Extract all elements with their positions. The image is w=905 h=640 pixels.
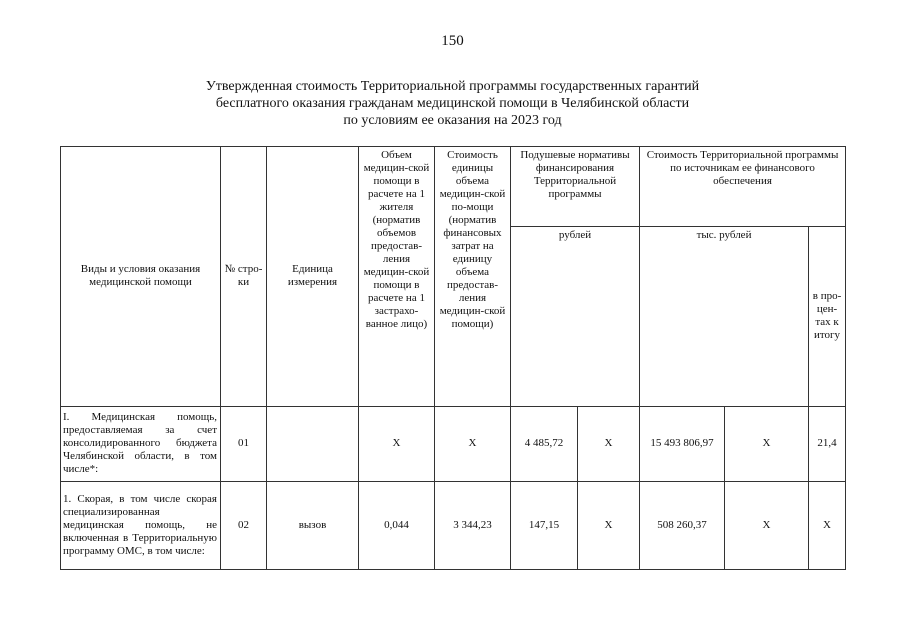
- row-percent: X: [809, 482, 846, 570]
- row-number: 01: [221, 406, 267, 482]
- row-total-budget: 15 493 806,97: [640, 406, 725, 482]
- header-type: Виды и условия оказания медицинской помощи: [61, 147, 221, 407]
- table-row: [61, 482, 846, 570]
- header-per-capita: Подушевые нормативы финансирования Территориальной программы: [511, 147, 640, 227]
- row-cost: X: [435, 406, 511, 482]
- header-percent: в про-цен-тах к итогу: [809, 226, 846, 406]
- document-title: [150, 78, 755, 129]
- row-number: 02: [221, 482, 267, 570]
- row-name: I. Медицинская помощь, предоставляемая за счет консолидированного бюджета Челябинской области, в том числе*:: [61, 406, 221, 482]
- row-percent: 21,4: [809, 406, 846, 482]
- header-cost-per-unit: Стоимость единицы объема медицин-ской по-мощи (норматив финансовых затрат на единицу объема предостав-ления медицин-ской помощи): [435, 147, 511, 407]
- page-number: 150: [441, 33, 464, 49]
- header-volume: Объем медицин-ской помощи в расчете на 1 жителя (норматив объемов предостав-ления медицин-ской помощи в расчете на 1 застрахо-ванное лицо): [359, 147, 435, 407]
- row-per-capita-budget: 4 485,72: [511, 406, 578, 482]
- header-thousand-rubles: тыс. рублей: [640, 226, 809, 406]
- row-total-oms: X: [725, 482, 809, 570]
- title-line-3: по условиям ее оказания на 2023 год: [343, 113, 562, 128]
- row-total-budget: 508 260,37: [640, 482, 725, 570]
- table-row: [61, 406, 846, 482]
- row-name: 1. Скорая, в том числе скорая специализированная медицинская помощь, не включенная в Территориальную программу ОМС, в том числе:: [61, 482, 221, 570]
- row-per-capita-oms: X: [578, 406, 640, 482]
- row-unit: вызов: [267, 482, 359, 570]
- title-line-1: Утвержденная стоимость Территориальной программы государственных гарантий: [205, 79, 700, 94]
- header-rubles: рублей: [511, 226, 640, 406]
- row-unit: [267, 406, 359, 482]
- row-volume: X: [359, 406, 435, 482]
- header-row-number: № стро-ки: [221, 147, 267, 407]
- header-unit: Единица измерения: [267, 147, 359, 407]
- row-total-oms: X: [725, 406, 809, 482]
- cost-table: [60, 146, 846, 570]
- row-cost: 3 344,23: [435, 482, 511, 570]
- title-line-2: бесплатного оказания гражданам медицинской помощи в Челябинской области: [215, 96, 690, 111]
- row-per-capita-oms: X: [578, 482, 640, 570]
- row-per-capita-budget: 147,15: [511, 482, 578, 570]
- header-program-cost: Стоимость Территориальной программы по источникам ее финансового обеспечения: [640, 147, 846, 227]
- row-volume: 0,044: [359, 482, 435, 570]
